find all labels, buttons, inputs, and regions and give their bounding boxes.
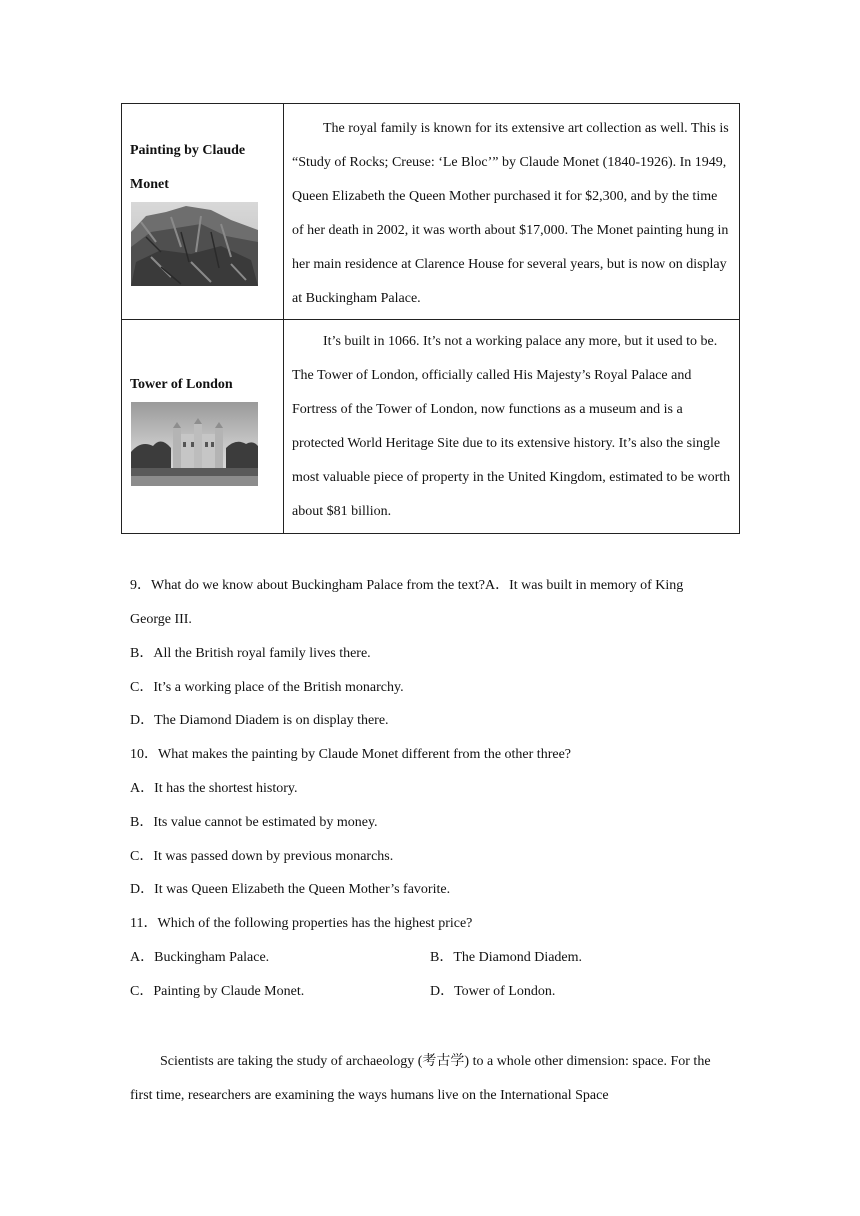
tower-description: It’s built in 1066. It’s not a working palace any more, but it used to be. The Tower of London, officially called His Majesty’s Royal Palace and Fortress of the Tower of London, now functions as a museum and is a protected World Heritage Site due to its extensive history. It’s also the single most valuable piece of property in the United Kingdom, estimated to be worth about $81 billion. xyxy=(292,334,731,519)
passage-paragraph: Scientists are taking the study of archaeology (考古学) to a whole other dimension: space. For the first time, researchers are examining the ways humans live on the International Space xyxy=(130,1054,711,1103)
question-11-option-a: A．Buckingham Palace. xyxy=(130,950,270,965)
question-9-stem-cont: George III. xyxy=(130,612,192,627)
question-9-option-b: B．All the British royal family lives there. xyxy=(130,646,371,661)
property-table xyxy=(121,103,740,534)
question-11-option-d: D．Tower of London. xyxy=(430,984,556,999)
question-11-stem: 11．Which of the following properties has the highest price? xyxy=(130,916,473,931)
monet-painting-image xyxy=(131,202,258,286)
question-10-option-a: A．It has the shortest history. xyxy=(130,781,298,796)
table-row xyxy=(122,320,740,534)
question-10-option-b: B．Its value cannot be estimated by money. xyxy=(130,815,378,830)
text-cell xyxy=(284,320,740,534)
question-11-option-c: C．Painting by Claude Monet. xyxy=(130,984,305,999)
question-9-option-c: C．It’s a working place of the British monarchy. xyxy=(130,680,404,695)
monet-description: The royal family is known for its extensive art collection as well. This is “Study of Rocks; Creuse: ‘Le Bloc’” by Claude Monet (1840-1926). In 1949, Queen Elizabeth the Queen Mother purchased it for $2,300, and by the time of her death in 2002, it was worth about $17,000. The Monet painting hung in her main residence at Clarence House for several years, but is now on display at Buckingham Palace. xyxy=(292,121,729,306)
question-11-option-b: B．The Diamond Diadem. xyxy=(430,950,583,965)
question-9-option-d: D．The Diamond Diadem is on display there. xyxy=(130,713,389,728)
table-row xyxy=(122,104,740,320)
text-cell xyxy=(284,104,740,320)
row-label: Painting by Claude Monet xyxy=(130,143,246,192)
label-cell xyxy=(122,104,284,320)
label-cell xyxy=(122,320,284,534)
question-10-stem: 10．What makes the painting by Claude Monet different from the other three? xyxy=(130,747,571,762)
question-9-stem: 9．What do we know about Buckingham Palace from the text?A．It was built in memory of King xyxy=(130,578,684,593)
row-label: Tower of London xyxy=(130,377,233,392)
tower-of-london-image xyxy=(131,402,258,486)
question-10-option-c: C．It was passed down by previous monarchs. xyxy=(130,849,394,864)
reading-passage xyxy=(130,1045,730,1113)
question-10-option-d: D．It was Queen Elizabeth the Queen Mother’s favorite. xyxy=(130,882,451,897)
